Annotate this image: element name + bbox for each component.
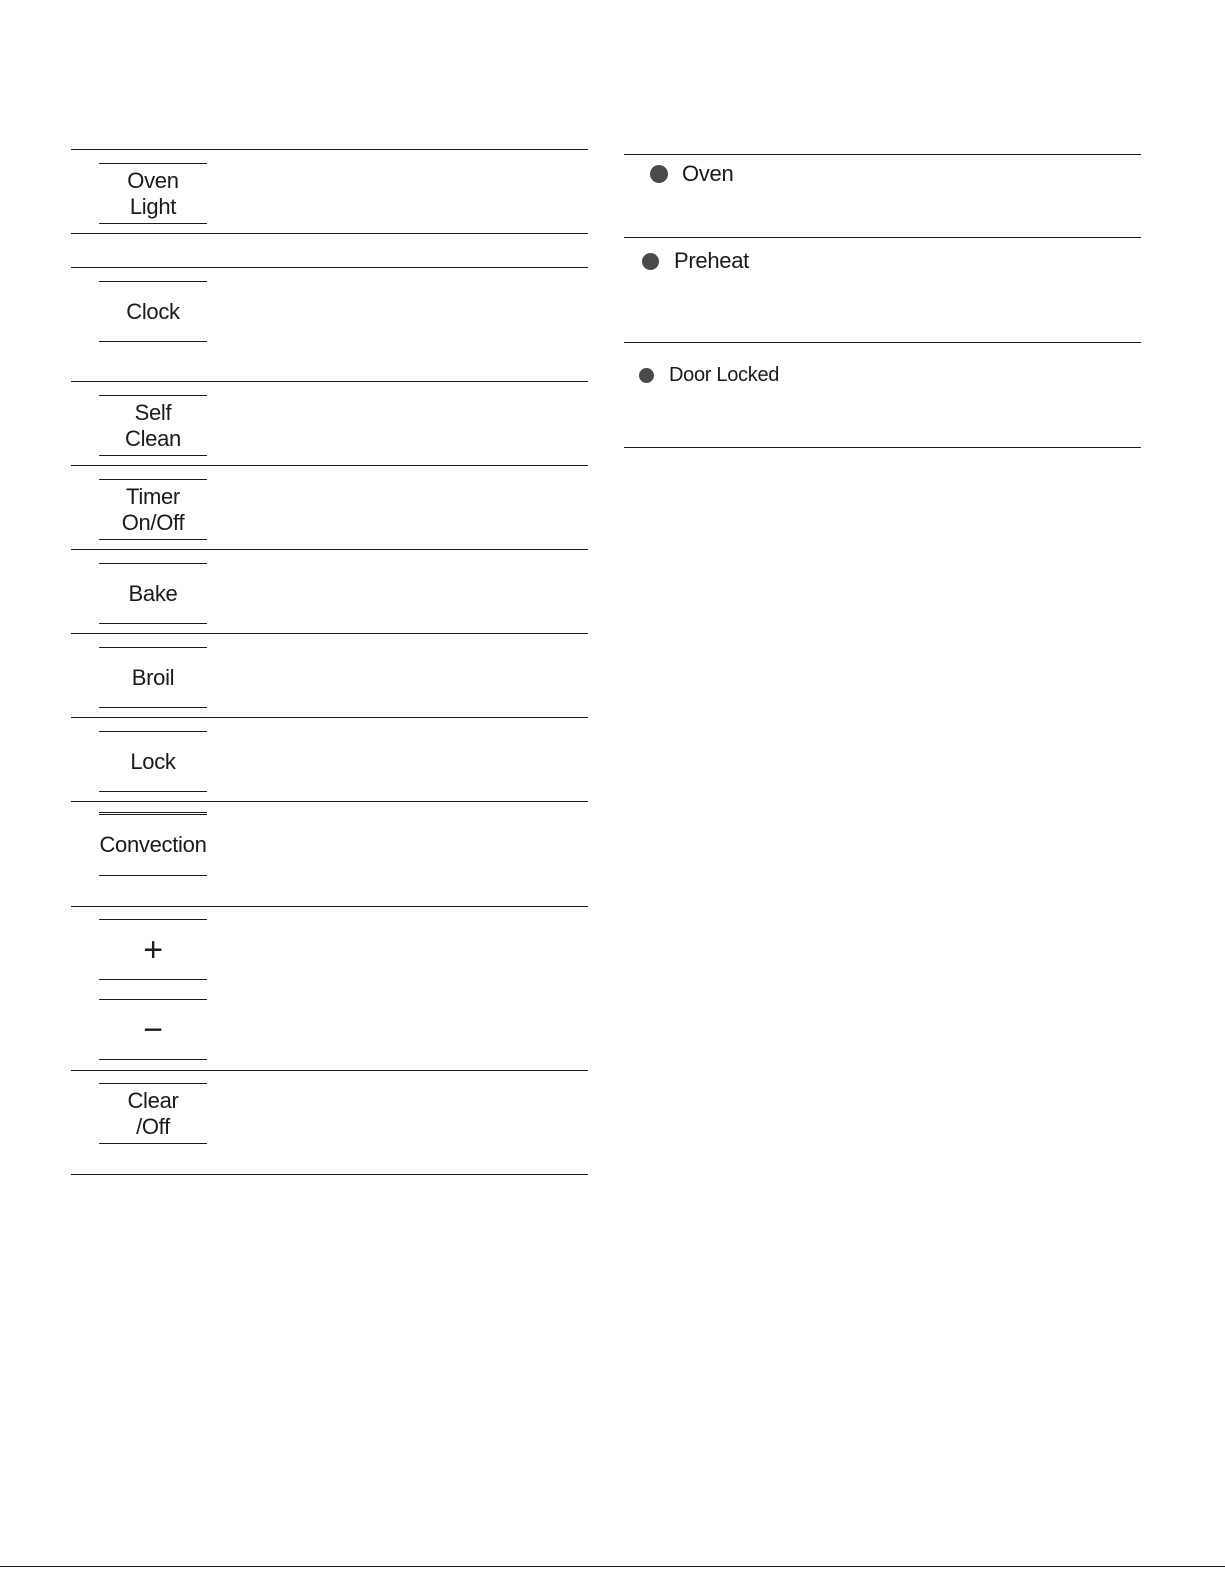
table-divider (71, 1174, 588, 1175)
table-divider (71, 1070, 588, 1071)
plus-key[interactable]: + (99, 919, 207, 980)
bake-key[interactable]: Bake (99, 563, 207, 624)
door-locked-indicator (639, 364, 779, 387)
table-divider (71, 549, 588, 550)
broil-key[interactable]: Broil (99, 647, 207, 708)
table-divider (71, 381, 588, 382)
table-divider (71, 801, 588, 802)
preheat-indicator (642, 248, 749, 274)
oven-indicator-label: Oven (682, 161, 734, 186)
table-divider (71, 717, 588, 718)
table-divider (624, 342, 1141, 343)
minus-key[interactable]: − (99, 999, 207, 1060)
clear-off-key[interactable]: Clear /Off (99, 1083, 207, 1144)
table-divider (71, 465, 588, 466)
table-divider (71, 267, 588, 268)
page-bottom-rule (0, 1566, 1225, 1567)
indicator-dot-icon (639, 368, 654, 383)
indicator-dot-icon (642, 253, 659, 270)
indicator-dot-icon (650, 165, 668, 183)
timer-on-off-key[interactable]: Timer On/Off (99, 479, 207, 540)
clock-key[interactable]: Clock (99, 281, 207, 342)
self-clean-key[interactable]: Self Clean (99, 395, 207, 456)
door-locked-indicator-label: Door Locked (669, 364, 780, 386)
table-divider (71, 633, 588, 634)
preheat-indicator-label: Preheat (674, 248, 749, 273)
oven-indicator (650, 161, 733, 187)
table-divider (624, 447, 1141, 448)
table-divider (624, 237, 1141, 238)
table-divider (624, 154, 1141, 155)
oven-light-key[interactable]: Oven Light (99, 163, 207, 224)
convection-key[interactable]: Convection (99, 812, 207, 876)
table-divider (71, 149, 588, 150)
table-divider (71, 233, 588, 234)
table-divider (71, 906, 588, 907)
lock-key[interactable]: Lock (99, 731, 207, 792)
